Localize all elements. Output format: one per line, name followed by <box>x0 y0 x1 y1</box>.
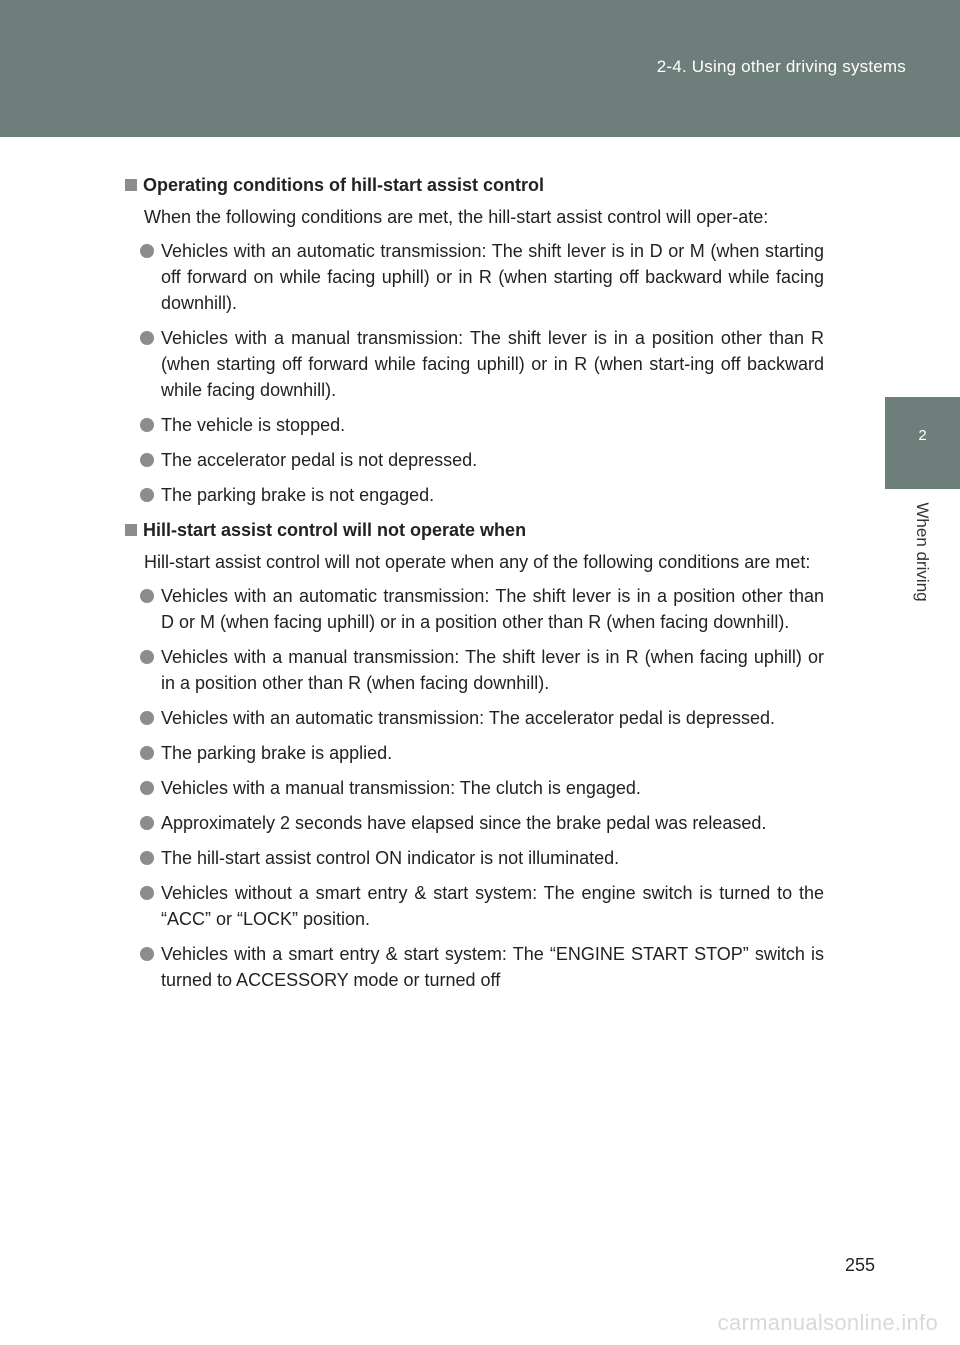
list-item-text: The parking brake is applied. <box>161 743 393 763</box>
list-item-text: The accelerator pedal is not depressed. <box>161 450 478 470</box>
circle-bullet-icon <box>140 488 154 502</box>
circle-bullet-icon <box>140 851 154 865</box>
list-item <box>125 583 824 635</box>
circle-bullet-icon <box>140 418 154 432</box>
list-item <box>125 447 824 473</box>
list-item-text: Vehicles without a smart entry & start system: The engine switch is turned to the “ACC” or “LOCK” position. <box>161 883 824 929</box>
list-item-text: Vehicles with a manual transmission: The clutch is engaged. <box>161 778 641 798</box>
chapter-side-label: When driving <box>913 502 932 602</box>
list-item-text: Vehicles with an automatic transmission: The accelerator pedal is depressed. <box>161 708 775 728</box>
list-item-text: Vehicles with an automatic transmission: The shift lever is in D or M (when starting off forward on while facing uphill) or in R (when starting off backward while facing downhill). <box>161 241 824 313</box>
list-item-text: The parking brake is not engaged. <box>161 485 435 505</box>
list-item-text: Vehicles with a manual transmission: The shift lever is in a position other than R (when starting off forward while facing uphill) or in R (when start-ing off backward while facing downhill). <box>161 328 824 400</box>
circle-bullet-icon <box>140 746 154 760</box>
list-item <box>125 845 824 871</box>
circle-bullet-icon <box>140 589 154 603</box>
list-item-text: The vehicle is stopped. <box>161 415 346 435</box>
list-item <box>125 482 824 508</box>
list-item <box>125 644 824 696</box>
list-item <box>125 705 824 731</box>
circle-bullet-icon <box>140 331 154 345</box>
chapter-tab-number: 2 <box>918 427 927 444</box>
section-intro: When the following conditions are met, the hill-start assist control will oper-ate: <box>144 207 769 227</box>
square-bullet-icon <box>125 179 137 191</box>
section-title: 2-4. Using other driving systems <box>656 57 906 76</box>
circle-bullet-icon <box>140 886 154 900</box>
list-item <box>125 880 824 932</box>
list-item <box>125 325 824 403</box>
list-item <box>125 740 824 766</box>
page-number: 255 <box>844 1255 875 1275</box>
section-heading-text: Hill-start assist control will not operate when <box>143 520 527 540</box>
condition-list <box>125 238 837 508</box>
list-item-text: Vehicles with a smart entry & start system: The “ENGINE START STOP” switch is turned to ACCESSORY mode or turned off <box>161 944 824 990</box>
section-heading-text: Operating conditions of hill-start assist control <box>143 175 545 195</box>
section-intro: Hill-start assist control will not operate when any of the following conditions are met: <box>144 552 811 572</box>
section-heading <box>125 517 837 543</box>
circle-bullet-icon <box>140 650 154 664</box>
list-item-text: The hill-start assist control ON indicator is not illuminated. <box>161 848 620 868</box>
watermark: carmanualsonline.info <box>717 1310 938 1335</box>
condition-list <box>125 583 837 993</box>
list-item <box>125 941 824 993</box>
list-item <box>125 238 824 316</box>
circle-bullet-icon <box>140 244 154 258</box>
circle-bullet-icon <box>140 711 154 725</box>
circle-bullet-icon <box>140 453 154 467</box>
list-item <box>125 810 824 836</box>
chapter-tab <box>885 397 960 489</box>
circle-bullet-icon <box>140 947 154 961</box>
square-bullet-icon <box>125 524 137 536</box>
list-item-text: Vehicles with an automatic transmission: The shift lever is in a position other than D or M (when facing uphill) or in a position other than R (when facing downhill). <box>161 586 824 632</box>
circle-bullet-icon <box>140 781 154 795</box>
list-item-text: Vehicles with a manual transmission: The shift lever is in R (when facing uphill) or in a position other than R (when facing downhill). <box>161 647 824 693</box>
section-heading <box>125 172 837 198</box>
list-item-text: Approximately 2 seconds have elapsed since the brake pedal was released. <box>161 813 767 833</box>
list-item <box>125 775 824 801</box>
page-content <box>125 172 837 1002</box>
list-item <box>125 412 824 438</box>
header-band <box>0 0 960 137</box>
circle-bullet-icon <box>140 816 154 830</box>
